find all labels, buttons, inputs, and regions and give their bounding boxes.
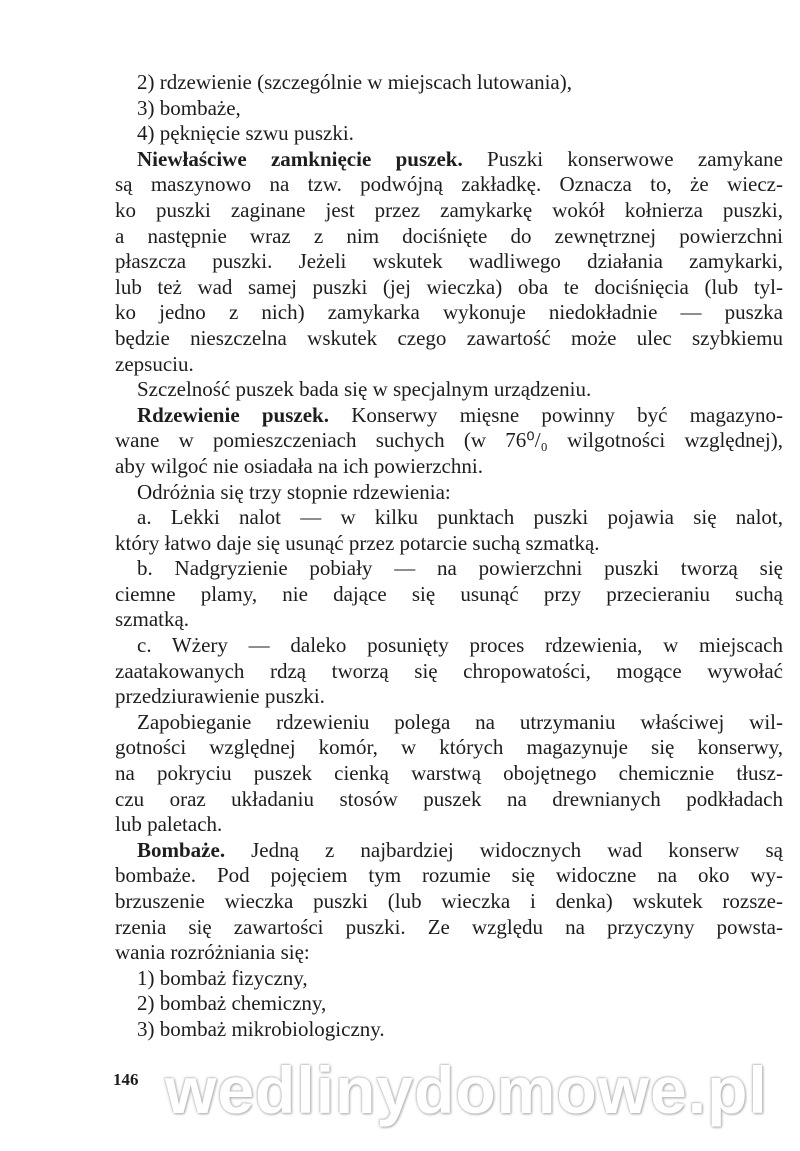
text-line [115, 915, 783, 941]
text-line [115, 940, 783, 966]
line-text: szmatką. [115, 607, 190, 632]
text-line [115, 531, 783, 557]
line-text: ko puszki zaginane jest przez zamykarkę wokół kołnierza puszki, [115, 197, 783, 222]
line-text: bombaże. Pod pojęciem tym rozumie się widoczne na oko wy- [115, 863, 783, 888]
line-text: na pokryciu puszek cienką warstwą obojętnego chemicznie tłusz- [115, 761, 783, 786]
line-text: Puszki konserwowe zamykane [462, 146, 783, 171]
line-text: płaszcza puszki. Jeżeli wskutek wadliwego działania zamykarki, [115, 249, 783, 274]
text-line [115, 377, 783, 403]
text-line [115, 735, 783, 761]
line-text: aby wilgoć nie osiadała na ich powierzchni. [115, 453, 483, 478]
text-line [115, 633, 783, 659]
text-line [115, 659, 783, 685]
line-text: wania rozróżniania się: [115, 940, 310, 965]
text-line [115, 249, 783, 275]
line-text: 3) bombaże, [137, 95, 241, 120]
line-text: c. Wżery — daleko posunięty proces rdzewienia, w miejscach [137, 633, 783, 658]
line-text: gotności względnej komór, w których magazynuje się konserwy, [115, 735, 783, 760]
line-text: lub też wad samej puszki (jej wieczka) oba te dociśnięcia (lub tyl- [115, 274, 783, 299]
line-text: zaatakowanych rdzą tworzą się chropowatości, mogące wywołać [115, 658, 783, 683]
text-line [115, 607, 783, 633]
text-line [115, 198, 783, 224]
line-text: 2) rdzewienie (szczególnie w miejscach lutowania), [137, 70, 572, 94]
text-line [115, 428, 783, 454]
watermark: wedlinydomowe.pl [165, 1053, 768, 1127]
line-text: wane w pomieszczeniach suchych (w 76⁰/₀ wilgotności względnej), [115, 428, 783, 453]
text-line [115, 582, 783, 608]
line-text: a następnie wraz z nim dociśnięte do zewnętrznej powierzchni [115, 223, 783, 248]
text-line [115, 838, 783, 864]
text-line [115, 684, 783, 710]
text-line [115, 275, 783, 301]
text-line [115, 966, 783, 992]
line-text: a. Lekki nalot — w kilku punktach puszki pojawia się nalot, [137, 505, 783, 530]
text-line [115, 1017, 783, 1043]
bold-heading: Niewłaściwe zamknięcie puszek. [137, 146, 463, 171]
line-text: rzenia się zawartości puszki. Ze względu na przyczyny powsta- [115, 914, 783, 939]
text-line [115, 761, 783, 787]
line-text: Zapobieganie rdzewieniu polega na utrzymaniu właściwej wil- [137, 709, 783, 734]
line-text: 3) bombaż mikrobiologiczny. [137, 1016, 385, 1041]
text-line [115, 403, 783, 429]
line-text: brzuszenie wieczka puszki (lub wieczka i denka) wskutek rozsze- [115, 889, 783, 913]
line-text: zepsuciu. [115, 351, 194, 376]
text-line [115, 326, 783, 352]
line-text: który łatwo daje się usunąć przez potarcie suchą szmatką. [115, 530, 600, 555]
page-number: 146 [113, 1070, 139, 1089]
text-line [115, 454, 783, 480]
line-text: 4) pęknięcie szwu puszki. [137, 121, 354, 146]
line-text: będzie nieszczelna wskutek czego zawartość może ulec szybkiemu [115, 325, 783, 350]
text-line [115, 480, 783, 506]
line-text: Szczelność puszek bada się w specjalnym urządzeniu. [137, 377, 592, 402]
text-line [115, 147, 783, 173]
line-text: Konserwy mięsne powinny być magazyno- [328, 402, 783, 427]
line-text: Odróżnia się trzy stopnie rdzewienia: [137, 479, 451, 504]
text-line [115, 812, 783, 838]
text-line [115, 991, 783, 1017]
line-text: czu oraz układaniu stosów puszek na drewnianych podkładach [115, 786, 783, 811]
bold-heading: Rdzewienie puszek. [137, 402, 329, 427]
text-line [115, 710, 783, 736]
line-text: ko jedno z nich) zamykarka wykonuje niedokładnie — puszka [115, 300, 783, 325]
text-line [115, 863, 783, 889]
line-text: są maszynowo na tzw. podwójną zakładkę. Oznacza to, że wiecz- [115, 172, 783, 197]
line-text: Jedną z najbardziej widocznych wad konserw są [225, 837, 783, 862]
text-line [115, 352, 783, 378]
text-line [115, 172, 783, 198]
text-line [115, 889, 783, 915]
text-line [115, 96, 783, 122]
text-line [115, 121, 783, 147]
text-line [115, 70, 783, 96]
line-text: ciemne plamy, nie dające się usunąć przy przecieraniu suchą [115, 581, 783, 606]
page-body [115, 70, 783, 1043]
text-line [115, 556, 783, 582]
line-text: 1) bombaż fizyczny, [137, 965, 308, 990]
text-line [115, 505, 783, 531]
line-text: 2) bombaż chemiczny, [137, 991, 327, 1016]
text-line [115, 224, 783, 250]
line-text: b. Nadgryzienie pobiały — na powierzchni puszki tworzą się [137, 556, 783, 581]
bold-heading: Bombaże. [137, 837, 226, 862]
text-line [115, 300, 783, 326]
line-text: przedziurawienie puszki. [115, 684, 325, 709]
line-text: lub paletach. [115, 812, 223, 837]
text-line [115, 787, 783, 813]
